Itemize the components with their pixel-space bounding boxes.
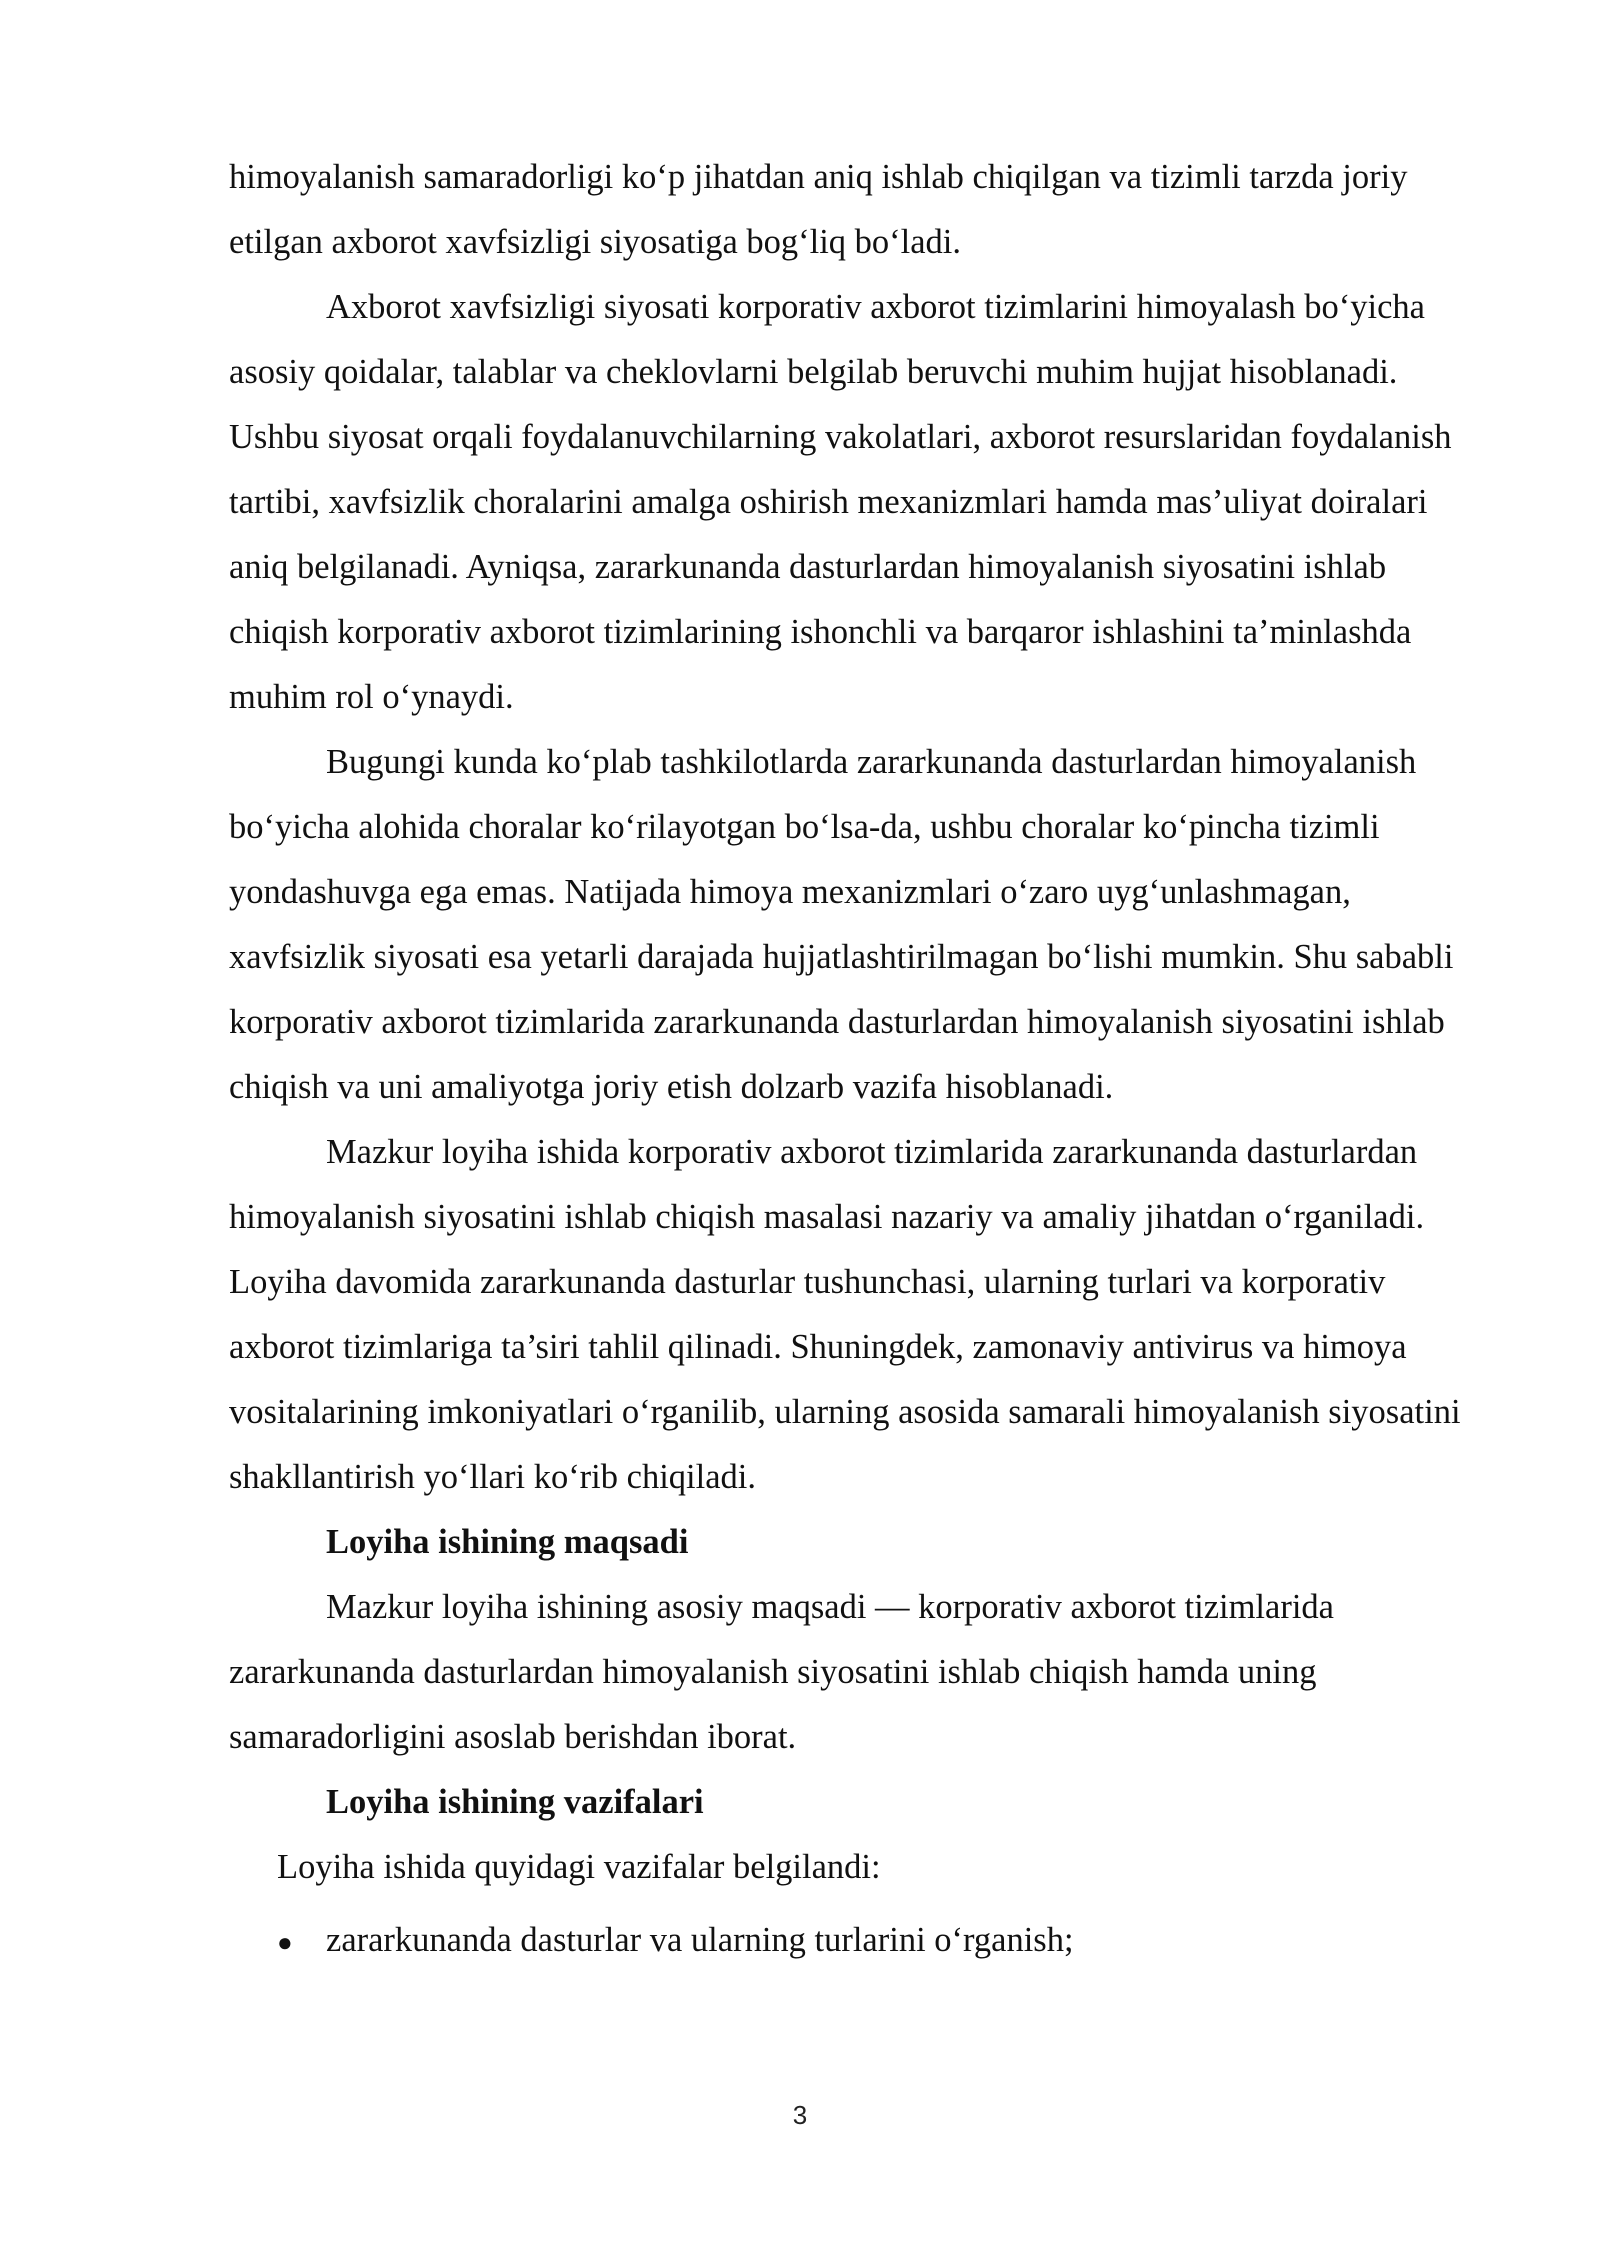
bullet-icon: ● bbox=[277, 1928, 293, 1957]
paragraph-project-scope: Mazkur loyiha ishida korporativ axborot tizimlarida zararkunanda dasturlardan himoyalanish siyosatini ishlab chiqish masalasi nazariy va amaliy jihatdan o‘rganiladi. Loyiha davomida zararkunanda dasturlar tushunchasi, ularning turlari va korporativ axborot tizimlariga ta’siri tahlil qilinadi. Shuningdek, zamonaviy antivirus va himoya vositalarining imkoniyatlari o‘rganilib, ularning asosida samarali himoyalanish siyosatini shakllantirish yo‘llari ko‘rib chiqiladi. bbox=[229, 1133, 1461, 1496]
list-item-text: zararkunanda dasturlar va ularning turlarini o‘rganish; bbox=[326, 1921, 1074, 1959]
task-list-intro: Loyiha ishida quyidagi vazifalar belgilandi: bbox=[277, 1848, 881, 1886]
page-number: 3 bbox=[792, 2100, 808, 2130]
paragraph-intro-continuation: himoyalanish samaradorligi ko‘p jihatdan aniq ishlab chiqilgan va tizimli tarzda joriy etilgan axborot xavfsizligi siyosatiga bog‘liq bo‘ladi. bbox=[229, 158, 1408, 261]
heading-project-tasks: Loyiha ishining vazifalari bbox=[326, 1783, 704, 1821]
document-page bbox=[229, 145, 1479, 1975]
paragraph-project-goal: Mazkur loyiha ishining asosiy maqsadi — korporativ axborot tizimlarida zararkunanda dasturlardan himoyalanish siyosatini ishlab chiqish hamda uning samaradorligini asoslab berishdan iborat. bbox=[229, 1588, 1334, 1756]
heading-project-goal: Loyiha ishining maqsadi bbox=[326, 1523, 689, 1561]
paragraph-security-policy: Axborot xavfsizligi siyosati korporativ axborot tizimlarini himoyalash bo‘yicha asosiy qoidalar, talablar va cheklovlarni belgilab beruvchi muhim hujjat hisoblanadi. Ushbu siyosat orqali foydalanuvchilarning vakolatlari, axborot resurslaridan foydalanish tartibi, xavfsizlik choralarini amalga oshirish mexanizmlari hamda mas’uliyat doiralari aniq belgilanadi. Ayniqsa, zararkunanda dasturlardan himoyalanish siyosatini ishlab chiqish korporativ axborot tizimlarining ishonchli va barqaror ishlashini ta’minlashda muhim rol o‘ynaydi. bbox=[229, 288, 1452, 716]
paragraph-current-state: Bugungi kunda ko‘plab tashkilotlarda zararkunanda dasturlardan himoyalanish bo‘yicha alohida choralar ko‘rilayotgan bo‘lsa-da, ushbu choralar ko‘pincha tizimli yondashuvga ega emas. Natijada himoya mexanizmlari o‘zaro uyg‘unlashmagan, xavfsizlik siyosati esa yetarli darajada hujjatlashtirilmagan bo‘lishi mumkin. Shu sababli korporativ axborot tizimlarida zararkunanda dasturlardan himoyalanish siyosatini ishlab chiqish va uni amaliyotga joriy etish dolzarb vazifa hisoblanadi. bbox=[229, 743, 1454, 1106]
list-item bbox=[229, 1908, 1479, 1975]
